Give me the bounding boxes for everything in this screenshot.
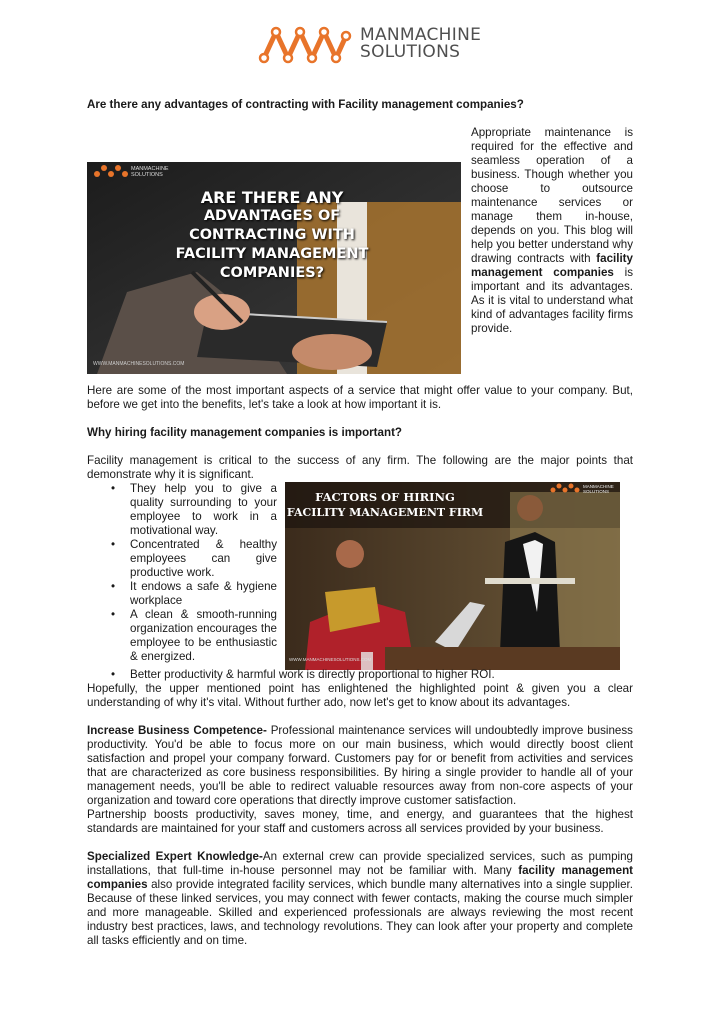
- factors-section: [87, 482, 633, 680]
- expert-text-bold: facility management companies: [87, 864, 634, 891]
- hopefully-paragraph: Hopefully, the upper mentioned point has enlightened the highlighted point & given you a clear understanding of why it's vital. Without further ado, now let's get to know about its advantages.: [87, 682, 633, 709]
- bullet-icon: •: [111, 608, 116, 621]
- list-item: [87, 580, 277, 608]
- intro-text-bold: facility management companies: [471, 252, 633, 279]
- critical-paragraph: Facility management is critical to the success of any firm. The following are the major points that demonstrate why it is significant.: [87, 454, 633, 481]
- competence-heading: Increase Business Competence-: [87, 724, 267, 737]
- bullet-icon: •: [111, 580, 116, 593]
- intro-paragraph: [471, 126, 633, 374]
- factors-headline-2: FACILITY MANAGEMENT FIRM: [286, 506, 484, 519]
- expert-paragraph: [87, 850, 633, 948]
- intro-section: [87, 126, 633, 374]
- importance-list: [87, 482, 277, 664]
- list-item: [87, 668, 633, 682]
- list-item-text: Better productivity & harmful work is directly proportional to higher ROI.: [130, 668, 495, 681]
- competence-paragraph: [87, 724, 633, 808]
- intro-text-part-2: is important and its advantages. As it is vital to understand what kind of advantages facility firms provide.: [471, 266, 633, 335]
- factors-banner-url: WWW.MANMACHINESOLUTIONS.COM: [289, 657, 372, 662]
- intro-banner-brand: [131, 166, 169, 178]
- article-title: Are there any advantages of contracting with Facility management companies?: [87, 98, 524, 111]
- list-item-text: A clean & smooth-running organization encourages the employee to be enthusiastic & energized.: [130, 608, 277, 663]
- intro-headline-3: FACILITY MANAGEMENT COMPANIES?: [175, 246, 369, 281]
- intro-banner-brand-line-2: SOLUTIONS: [131, 172, 163, 178]
- intro-headline-2: ADVANTAGES OF CONTRACTING WITH: [189, 208, 355, 243]
- intro-banner-url: WWW.MANMACHINESOLUTIONS.COM: [93, 361, 185, 367]
- article-body: [87, 98, 633, 948]
- expert-heading: Specialized Expert Knowledge-: [87, 850, 263, 863]
- factors-banner-brand: [583, 484, 614, 494]
- brand-line-1: MANMACHINE: [360, 25, 482, 45]
- list-item-text: They help you to give a quality surrounding to your employee to work in a motivational way.: [130, 482, 277, 537]
- bullet-icon: •: [111, 668, 116, 681]
- factors-banner-image: [285, 482, 620, 670]
- manmachine-logo-icon: [258, 24, 352, 64]
- bullet-icon: •: [111, 538, 116, 551]
- intro-banner-image: [87, 162, 461, 374]
- intro-banner-brand-line-1: MANMACHINE: [131, 166, 169, 172]
- expert-text-2: also provide integrated facility services, which bundle many alternatives into a single supplier. Because of these linked services, you may connect with fewer contacts, making the course much simpler and more manageable. Skilled and experienced professionals are always reviewing the most recent industry best practices, laws, and technology revolutions. They can look after your property and complete all tasks efficiently and on time.: [87, 878, 633, 947]
- intro-banner-headline: [147, 188, 397, 283]
- list-item: [87, 482, 277, 538]
- factors-banner-headline: [285, 490, 485, 520]
- list-item-text: Concentrated & healthy employees can give productive work.: [130, 538, 277, 579]
- list-item-text: It endows a safe & hygiene workplace: [130, 580, 277, 607]
- brand-header: [258, 24, 481, 64]
- factors-headline-1: FACTORS OF HIRING: [315, 490, 455, 504]
- intro-text-part-1: Appropriate maintenance is required for the effective and seamless operation of a business. Though whether you choose to outsource maintenance services or manage them in-house, depends on you. This blog will help you better understand why drawing contracts with: [471, 126, 633, 265]
- why-heading: Why hiring facility management companies is important?: [87, 426, 403, 439]
- intro-headline-1: ARE THERE ANY: [200, 188, 344, 207]
- expert-text-1: An external crew can provide specialized services, such as pumping installations, that full-time in-house personnel may not be familiar with. Many: [87, 850, 634, 877]
- factors-brand-line-1: MANMACHINE: [583, 484, 614, 489]
- list-item: [87, 608, 277, 664]
- brand-wordmark: [360, 27, 481, 61]
- brand-line-2: SOLUTIONS: [360, 42, 461, 62]
- aspects-paragraph: Here are some of the most important aspects of a service that might offer value to your company. But, before we get into the benefits, let's take a look at how important it is.: [87, 384, 633, 411]
- bullet-icon: •: [111, 482, 116, 495]
- factors-brand-line-2: SOLUTIONS: [583, 489, 610, 494]
- competence-text: Professional maintenance services will undoubtedly improve business productivity. You'd be able to focus more on our main business, which would directly boost client satisfaction and propel your company forward. Customers pay for or benefit from activities and services that are characterized as core business responsibilities. By hiring a single provider to handle all of your management needs, you'll be able to redirect valuable resources away from non-core aspects of your organization and toward core operations that directly improve customer satisfaction.: [87, 724, 633, 807]
- partnership-paragraph: Partnership boosts productivity, saves money, time, and energy, and guarantees that the highest standards are maintained for your staff and customers across all services provided by your business.: [87, 808, 633, 835]
- list-item: [87, 538, 277, 580]
